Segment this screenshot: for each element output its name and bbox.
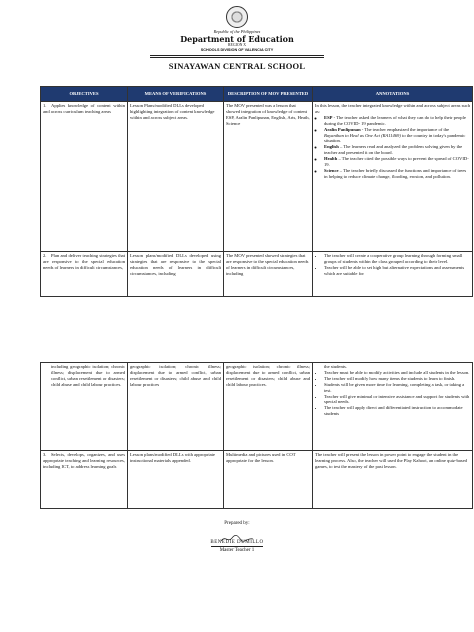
list-item: • Students will be given more time for learning, completing a task, or taking a test. — [324, 382, 470, 394]
annotation-table-bottom — [40, 362, 473, 509]
subject-term: Aralin Panlipunan — [324, 126, 361, 132]
preparer-title: Master Teacher 1 — [219, 548, 255, 553]
table-row — [41, 451, 473, 509]
preparer-name: BENEDIE DUMILLO — [210, 540, 264, 545]
header-description: DESCRIPTION OF MOV PRESENTED — [224, 87, 313, 102]
objective-cell — [41, 252, 128, 297]
subject-list — [315, 115, 470, 180]
header-rule-thin — [150, 57, 324, 58]
annotation-cell — [313, 102, 473, 252]
table-header-row — [41, 87, 473, 102]
objective-text: Selects, develops, organizes, and uses appropriate teaching and learning resources, including ICT, to address learning goals — [43, 452, 125, 469]
mov-cell: Multimedia and pictures used in COT appropriate for the lesson. — [224, 451, 313, 509]
means-cell: Lesson plans/modified DLLs developed using strategies that are responsive to the special education needs of learners in difficult circumstances, including — [128, 252, 224, 297]
list-item — [324, 156, 470, 168]
objective-cell — [41, 451, 128, 509]
annotation-table-top — [40, 86, 473, 297]
means-cell: Lesson plans/modified DLLs with appropriate instructional materials appended. — [128, 451, 224, 509]
subject-text: – The learners read and analyzed the problem solving given by the teacher and presented it on the board. — [324, 144, 463, 156]
strategy-list — [315, 253, 470, 277]
list-item — [324, 115, 470, 127]
school-name: SINAYAWAN CENTRAL SCHOOL — [168, 61, 306, 71]
deped-seal-icon — [226, 6, 248, 28]
list-item: • Teacher will be able to set high but alternative expectations and assessments which are suitable for — [324, 265, 470, 277]
means-cell: Lesson Plans/modified DLLs developed highlighting integration of content knowledge within and across subject areas. — [128, 102, 224, 252]
subject-text: – The teacher cited the possible ways to prevent the spread of COVID-19. — [324, 156, 469, 168]
mov-cell: The MOV presented was a lesson that showed integration of knowledge of content ESP, Aralin Panlipunan, English, Arts, Heath, Science — [224, 102, 313, 252]
republic-line: Republic of the Philippines — [213, 29, 261, 34]
table-row — [41, 363, 473, 451]
subject-term: English — [324, 144, 339, 150]
table-row — [41, 102, 473, 252]
subject-tail: to the country in today's pandemic situation. — [324, 132, 466, 144]
table-row — [41, 252, 473, 297]
header-rule — [150, 55, 324, 56]
objective-text: Plan and deliver teaching strategies that are responsive to the special education needs of learners in difficult circumstances, — [43, 253, 125, 270]
subject-text: – The teacher briefly discussed the functions and importance of trees in helping to reduce climate change, flooding, erosion, and pollution. — [324, 167, 467, 179]
mov-cell: geographic isolation; chronic illness; displacement due to armed conflict, urban resettlement or disasters; child abuse and child labour practices. — [224, 363, 313, 451]
region-line: REGION X — [227, 43, 247, 47]
prepared-by-label: Prepared by: — [224, 521, 250, 526]
subject-text: - The teacher emphasized the importance of the — [361, 126, 450, 132]
annotation-cell: The teacher will present the lesson in power point to engage the student in the learning process. Also, the teacher will used the Play Kahoot, an online quiz-based games, to test the mastery of the past lesson. — [313, 451, 473, 509]
list-item — [324, 168, 470, 180]
list-item: • The teacher will create a cooperative group learning through forming small groups of students within the class grouped according to their level. — [324, 253, 470, 265]
list-item — [324, 144, 470, 156]
objective-text: Applies knowledge of content within and across curriculum teaching areas — [43, 103, 125, 114]
list-item — [324, 127, 470, 145]
annotation-intro: In this lesson, the teacher integrated knowledge within and across subject areas such as: — [315, 103, 470, 114]
objective-cell: including geographic isolation; chronic illness; displacement due to armed conflict, urban resettlement or disasters; child abuse and child labour practices. — [41, 363, 128, 451]
subject-term: Health — [324, 156, 338, 162]
list-item: • The teacher will apply direct and differentiated instruction to accommodate students — [324, 405, 470, 417]
department-name: Department of Education — [180, 34, 294, 44]
means-cell: geographic isolation; chronic illness; displacement due to armed conflict, urban resettlement or disasters; child abuse and child labour practices — [128, 363, 224, 451]
subject-text: - The teacher asked the learners of what they can do to help their people during the COVID- 19 pandemic. — [324, 114, 466, 126]
continued-text: the students. — [324, 364, 347, 369]
subject-term: ESP — [324, 114, 333, 120]
division-line: SCHOOLS DIVISION OF VALENCIA CITY — [200, 48, 274, 52]
list-item: • Teacher will give minimal or intensive assistance and support for students with special needs. — [324, 394, 470, 406]
annotation-cell — [313, 363, 473, 451]
mov-cell: The MOV presented showed strategies that are responsive to the special education needs of learners in difficult circumstances, including — [224, 252, 313, 297]
list-item: • The teacher will modify how many items the students to learn to finish. — [324, 376, 470, 382]
subject-italic: Bayanihan to Heal as One Act (RA11469) — [324, 132, 401, 138]
header-objectives: OBJECTIVES — [41, 87, 128, 102]
row-number: 2. — [43, 253, 47, 258]
row-number: 3. — [43, 452, 47, 457]
objective-cell — [41, 102, 128, 252]
signature-line — [211, 546, 263, 547]
row-number: 1. — [43, 103, 47, 108]
annotation-cell — [313, 252, 473, 297]
strategy-list — [315, 370, 470, 417]
header-annotations: ANNOTATIONS — [313, 87, 473, 102]
list-item: • Teacher must be able to modify activities and include all students in the lesson. — [324, 370, 470, 376]
header-means: MEANS OF VERIFICATIONS — [128, 87, 224, 102]
subject-term: Science — [324, 167, 339, 173]
